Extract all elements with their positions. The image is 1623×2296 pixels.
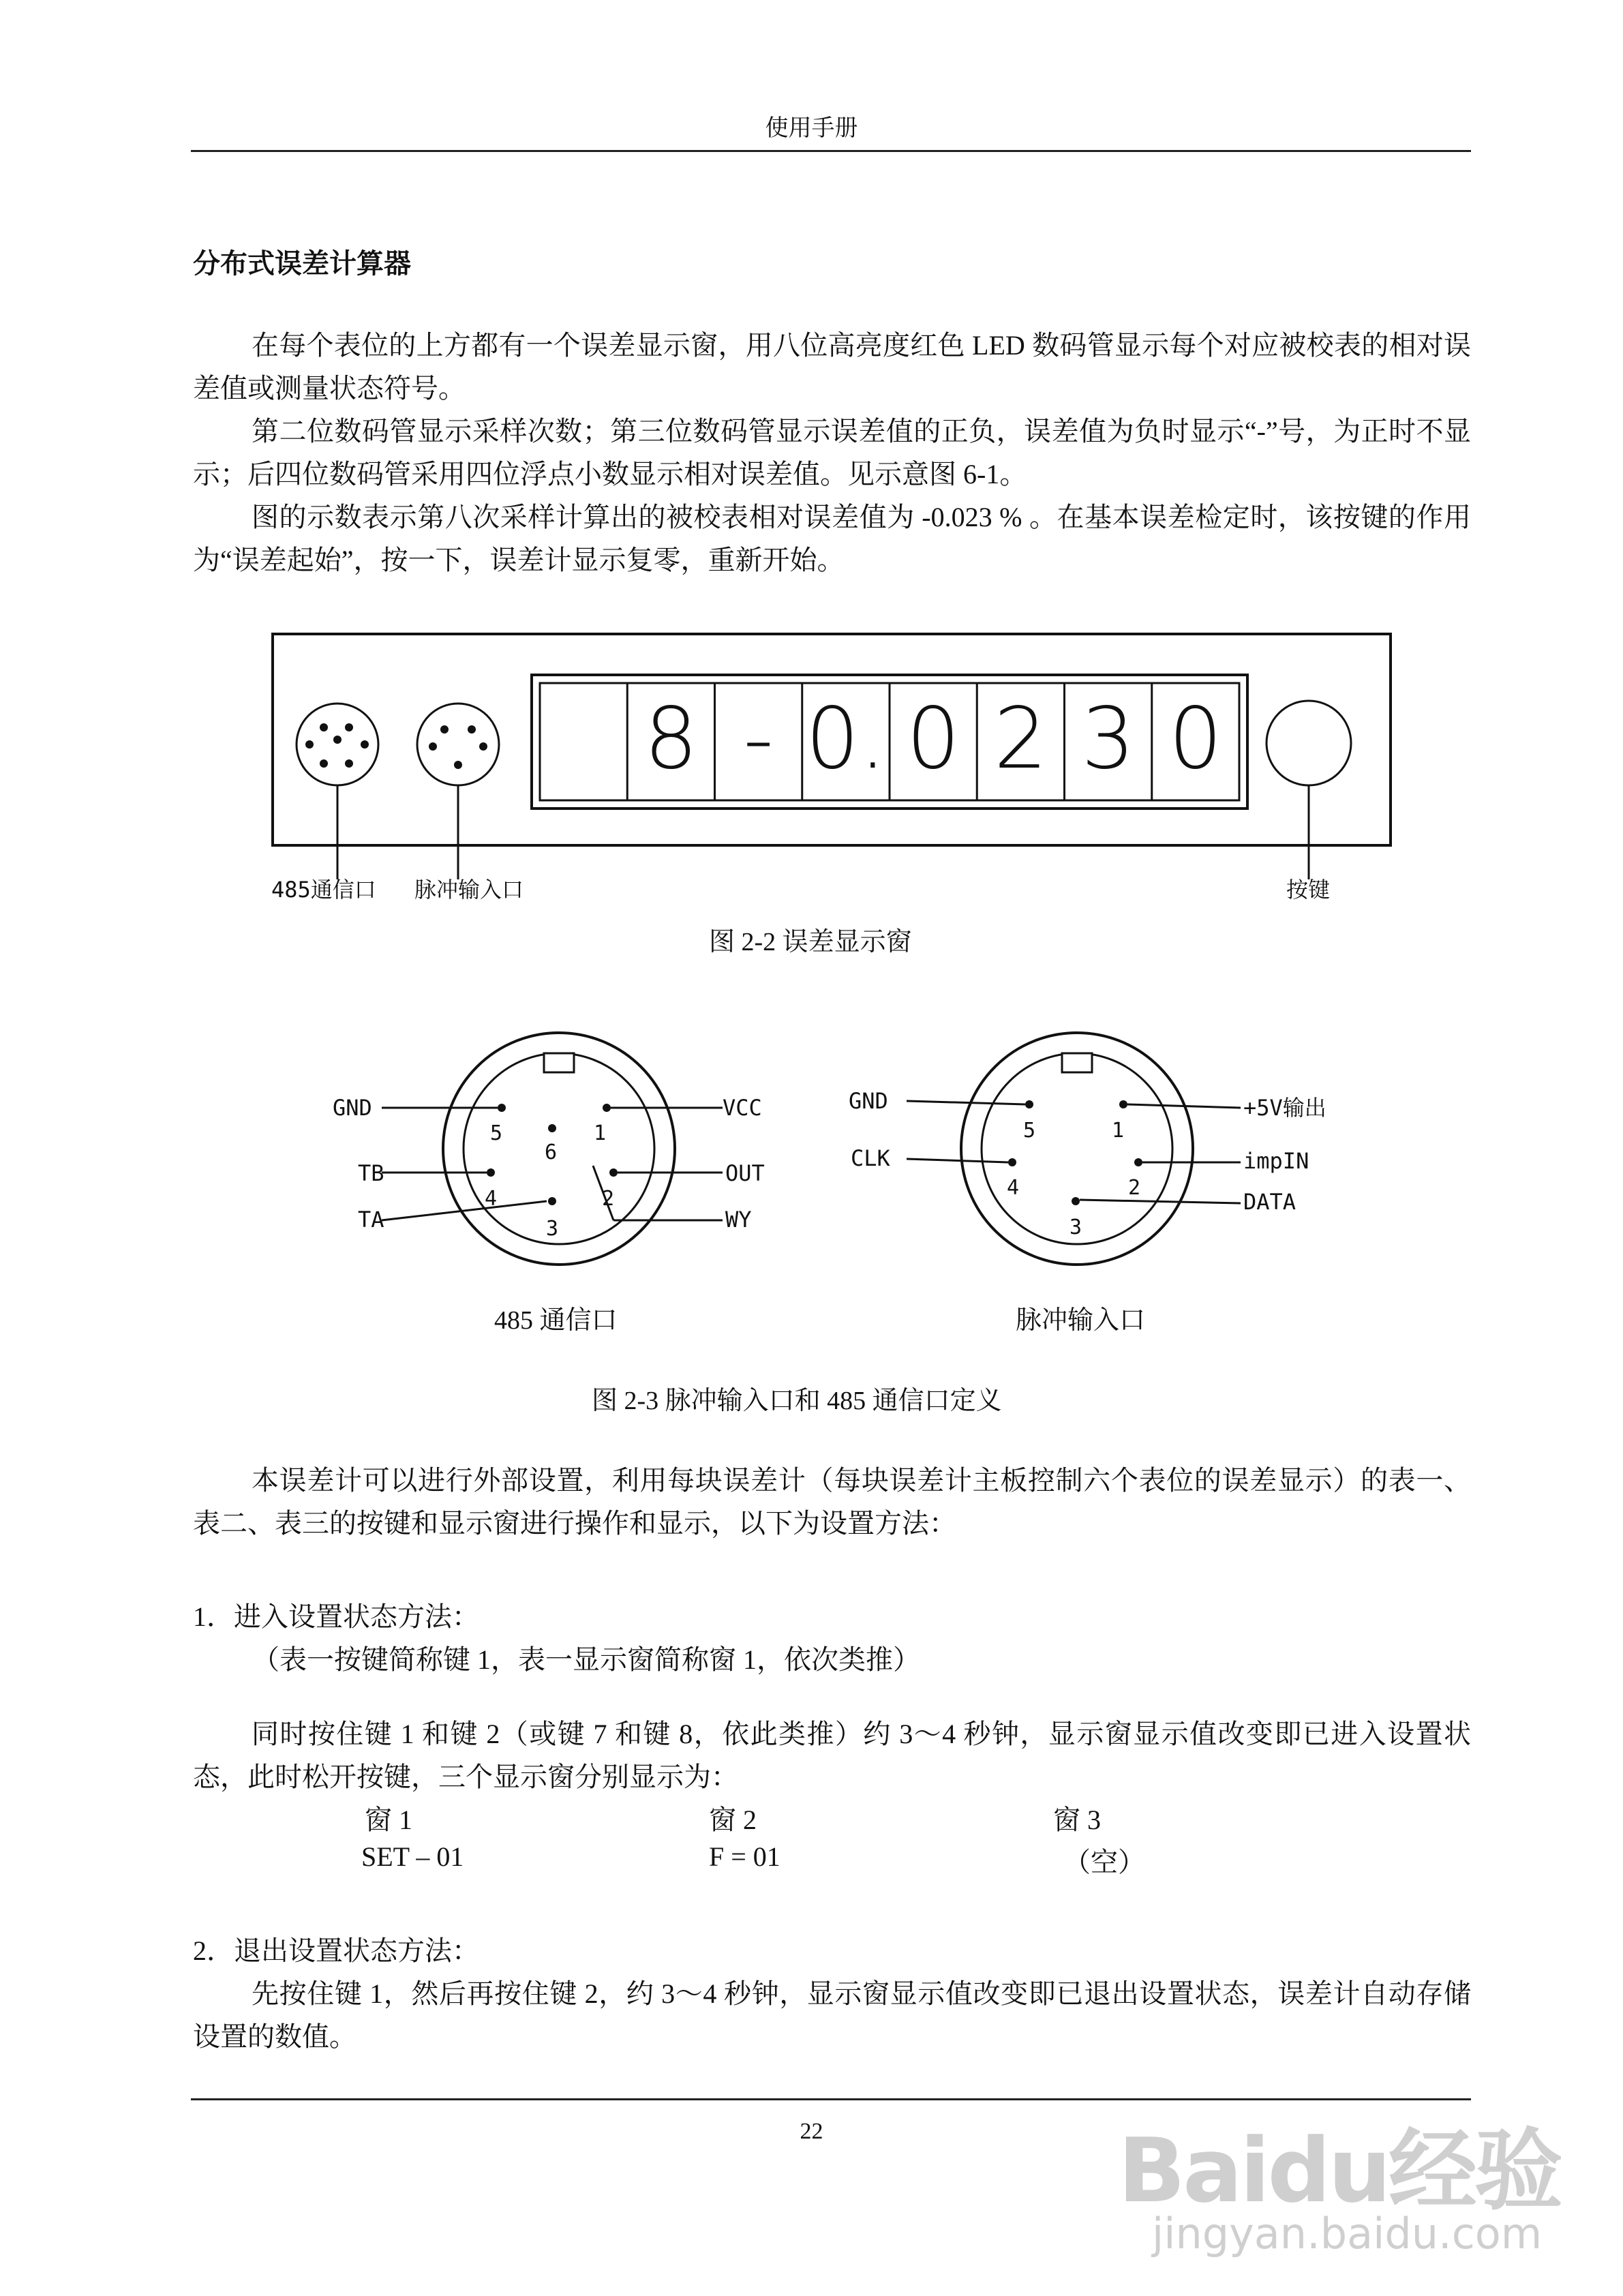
- error-display-figure: [259, 627, 1404, 913]
- digit-3: -: [743, 690, 774, 788]
- digit-4: 0.: [805, 690, 887, 788]
- step-2-paragraph: 先按住键 1，然后再按住键 2，约 3～4 秒钟，显示窗显示值改变即已退出设置状态，误差计自动存储设置的数值。: [193, 1978, 1471, 2052]
- left-pin-6: 3: [545, 1217, 559, 1241]
- left-pin-1: 5: [489, 1121, 503, 1145]
- right-pin-5: 3: [1069, 1215, 1082, 1239]
- step-1-note: （表一按键简称键 1，表一显示窗简称窗 1，依次类推）: [252, 1644, 920, 1675]
- step-2-title: 2．退出设置状态方法：: [193, 1935, 479, 1966]
- step-1-title: 1．进入设置状态方法：: [193, 1601, 479, 1632]
- step-1-paragraph: 同时按住键 1 和键 2（或键 7 和键 8，依此类推）约 3～4 秒钟，显示窗显示值改变即已进入设置状态，此时松开按键，三个显示窗分别显示为：: [193, 1719, 1471, 1792]
- label-pulse-port: 脉冲输入口: [414, 877, 524, 903]
- page-number: 22: [800, 2119, 823, 2144]
- left-pin-numbers: [485, 1121, 614, 1241]
- left-signal-1: GND: [333, 1095, 372, 1121]
- digit-2: 8: [643, 690, 698, 788]
- right-signal-labels: [849, 1088, 1326, 1215]
- digit-6: 2: [993, 690, 1048, 788]
- window-2-value: F = 01: [709, 1841, 780, 1872]
- right-signal-2: CLK: [851, 1145, 890, 1171]
- right-connector-title: 脉冲输入口: [1016, 1306, 1146, 1335]
- digit-8: 0: [1168, 690, 1223, 788]
- setup-intro-paragraph: 本误差计可以进行外部设置，利用每块误差计（每块误差计主板控制六个表位的误差显示）的表一、表二、表三的按键和显示窗进行操作和显示，以下为设置方法：: [193, 1465, 1471, 1539]
- left-signal-2: TB: [358, 1160, 384, 1186]
- paragraph-2: 第二位数码管显示采样次数；第三位数码管显示误差值的正负，误差值为负时显示“-”号，为正时不显示；后四位数码管采用四位浮点小数显示相对误差值。见示意图 6-1。: [193, 416, 1471, 489]
- paragraph-3: 图的示数表示第八次采样计算出的被校表相对误差值为 -0.023 % 。在基本误差检定时，该按键的作用为“误差起始”，按一下，误差计显示复零，重新开始。: [193, 502, 1471, 575]
- left-pin-3: 6: [544, 1141, 558, 1164]
- key-button-icon: [1266, 701, 1351, 879]
- running-header: 使用手册: [765, 116, 858, 141]
- right-signal-3: +5V输出: [1243, 1095, 1326, 1121]
- left-signal-4: VCC: [723, 1095, 762, 1121]
- digit-5: 0: [906, 690, 960, 788]
- watermark-url: jingyan.baidu.com: [1152, 2209, 1543, 2259]
- right-signal-1: GND: [849, 1088, 888, 1114]
- right-pin-3: 4: [1006, 1176, 1020, 1200]
- connector-pulse-icon: [417, 704, 499, 879]
- right-pin-4: 2: [1127, 1176, 1141, 1200]
- right-signal-4: impIN: [1243, 1148, 1309, 1174]
- section-heading: 分布式误差计算器: [193, 248, 411, 280]
- window-3-value: （空）: [1063, 1847, 1145, 1877]
- figure-2-2-caption: 图 2-2 误差显示窗: [709, 928, 912, 956]
- figure-2-3-caption: 图 2-3 脉冲输入口和 485 通信口定义: [592, 1387, 1002, 1415]
- left-signal-5: OUT: [725, 1160, 765, 1186]
- pin-definition-figure: [327, 1023, 1391, 1282]
- left-pin-5: 2: [601, 1187, 615, 1211]
- watermark-logo: Baidu经验: [1118, 2119, 1560, 2222]
- header-rule: [191, 150, 1471, 152]
- digit-7: 3: [1081, 690, 1136, 788]
- left-signal-3: TA: [358, 1207, 384, 1233]
- right-pin-numbers: [1007, 1119, 1140, 1239]
- right-signal-5: DATA: [1243, 1189, 1296, 1215]
- paragraph-1: 在每个表位的上方都有一个误差显示窗，用八位高亮度红色 LED 数码管显示每个对应被校表的相对误差值或测量状态符号。: [193, 330, 1471, 404]
- left-signal-6: WY: [725, 1207, 752, 1233]
- left-pin-4: 4: [484, 1187, 498, 1211]
- left-connector-title: 485 通信口: [494, 1306, 618, 1335]
- window-3-header: 窗 3: [1053, 1804, 1101, 1835]
- label-485-port: 485通信口: [271, 877, 376, 903]
- label-key-button: 按键: [1286, 877, 1331, 903]
- right-pin-1: 5: [1022, 1119, 1036, 1143]
- window-1-value: SET – 01: [361, 1841, 464, 1872]
- left-pin-2: 1: [593, 1121, 607, 1145]
- connector-485-icon: [297, 704, 378, 879]
- window-1-header: 窗 1: [365, 1804, 412, 1835]
- window-2-header: 窗 2: [709, 1804, 757, 1835]
- right-pin-2: 1: [1111, 1119, 1125, 1143]
